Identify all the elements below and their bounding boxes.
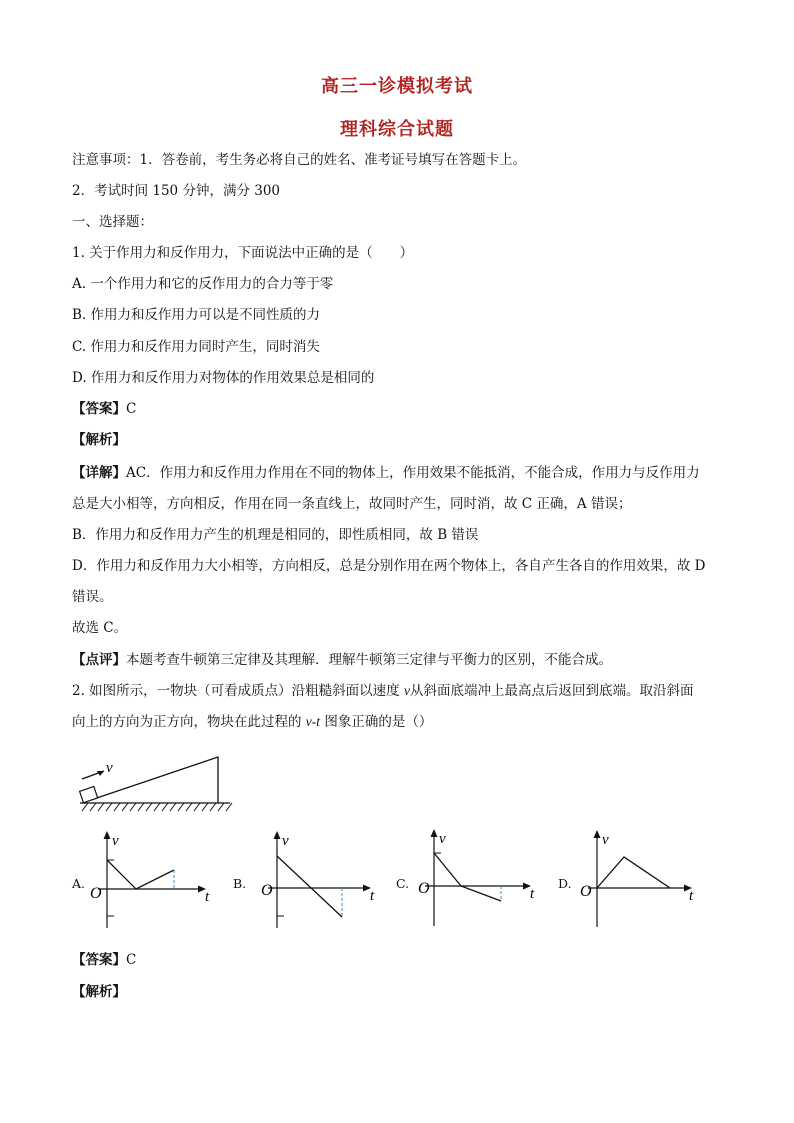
incline-diagram — [70, 755, 240, 815]
page-title: 高三一诊模拟考试 — [321, 76, 473, 97]
q2-stem-1 — [72, 682, 693, 700]
graph-a-origin: O — [90, 885, 102, 902]
option-c-label: C. — [396, 876, 410, 891]
option-d-label: D. — [558, 876, 572, 891]
graph-b-origin: O — [261, 882, 273, 899]
page-subtitle: 理科综合试题 — [340, 119, 454, 140]
graph-c-x-label: t — [530, 886, 535, 902]
q1-comment — [72, 651, 612, 669]
option-a-label: A. — [72, 876, 86, 891]
q1-stem: 1. 关于作用力和反作用力，下面说法中正确的是（ ） — [72, 245, 414, 261]
q2-stem-2a: 向上的方向为正方向，物块在此过程的 — [72, 714, 306, 730]
graph-d-y-label: v — [602, 832, 609, 848]
answer-value: C — [126, 401, 137, 417]
graph-d — [578, 827, 708, 937]
graph-b — [257, 828, 387, 938]
graph-a-x-label: t — [205, 889, 210, 905]
analysis-tag: 【解析】 — [72, 432, 126, 448]
block-shape — [80, 787, 98, 803]
q1-option-b: B. 作用力和反作用力可以是不同性质的力 — [72, 307, 321, 323]
q2-answer-tag: 【答案】 — [72, 952, 126, 968]
q1-detail-6: 故选 C。 — [72, 620, 128, 636]
q1-detail-4: D．作用力和反作用力大小相等，方向相反，总是分别作用在两个物体上，各自产生各自的作用效果，故 D — [72, 558, 706, 574]
q2-stem-1b: 从斜面底端冲上最高点后返回到底端。取沿斜面 — [409, 683, 694, 699]
incline-velocity-label: v — [106, 760, 113, 776]
comment-text: 本题考查牛顿第三定律及其理解．理解牛顿第三定律与平衡力的区别，不能合成。 — [126, 652, 612, 668]
comment-tag: 【点评】 — [72, 652, 126, 668]
graph-c-y-label: v — [439, 831, 446, 847]
notice-line-2: 2．考试时间 150 分钟，满分 300 — [72, 183, 280, 199]
q2-answer — [72, 951, 136, 969]
q1-detail-3: B．作用力和反作用力产生的机理是相同的，即性质相同，故 B 错误 — [72, 527, 479, 543]
graph-d-x-label: t — [689, 888, 694, 904]
graph-a-y-label: v — [112, 833, 119, 849]
q2-stem-2 — [72, 713, 432, 731]
q1-option-a: A. 一个作用力和它的反作用力的合力等于零 — [72, 276, 334, 292]
q1-analysis — [72, 431, 126, 449]
graph-d-origin: O — [580, 883, 592, 900]
q2-stem-vt: v-t — [305, 714, 321, 729]
q2-answer-value: C — [126, 952, 137, 968]
answer-tag: 【答案】 — [72, 401, 126, 417]
q2-analysis-tag: 【解析】 — [72, 984, 126, 1000]
graph-a — [88, 828, 218, 938]
detail-tag: 【详解】 — [72, 465, 126, 481]
q1-option-d: D. 作用力和反作用力对物体的作用效果总是相同的 — [72, 370, 375, 386]
detail-text-1: AC．作用力和反作用力作用在不同的物体上，作用效果不能抵消，不能合成，作用力与反作用力 — [126, 465, 700, 481]
option-b-label: B. — [233, 876, 247, 891]
graph-b-y-label: v — [282, 833, 289, 849]
q1-detail-2: 总是大小相等，方向相反，作用在同一条直线上，故同时产生，同时消，故 C 正确，A 错误； — [72, 496, 632, 512]
q2-stem-v: v — [403, 683, 410, 698]
graph-b-x-label: t — [370, 888, 375, 904]
q2-stem-2b: 图象正确的是（） — [320, 714, 433, 730]
q1-option-c: C. 作用力和反作用力同时产生，同时消失 — [72, 339, 320, 355]
graph-c-origin: O — [418, 880, 430, 897]
q1-detail-5: 错误。 — [72, 589, 113, 605]
section-heading: 一、选择题： — [72, 214, 153, 230]
q1-detail-1 — [72, 464, 700, 482]
graph-c — [417, 826, 547, 936]
q2-analysis — [72, 983, 126, 1001]
q1-answer — [72, 400, 136, 418]
q2-stem-1a: 2. 如图所示，一物块（可看成质点）沿粗糙斜面以速度 — [72, 683, 404, 699]
notice-line-1: 注意事项：1．答卷前，考生务必将自己的姓名、准考证号填写在答题卡上。 — [72, 152, 527, 168]
